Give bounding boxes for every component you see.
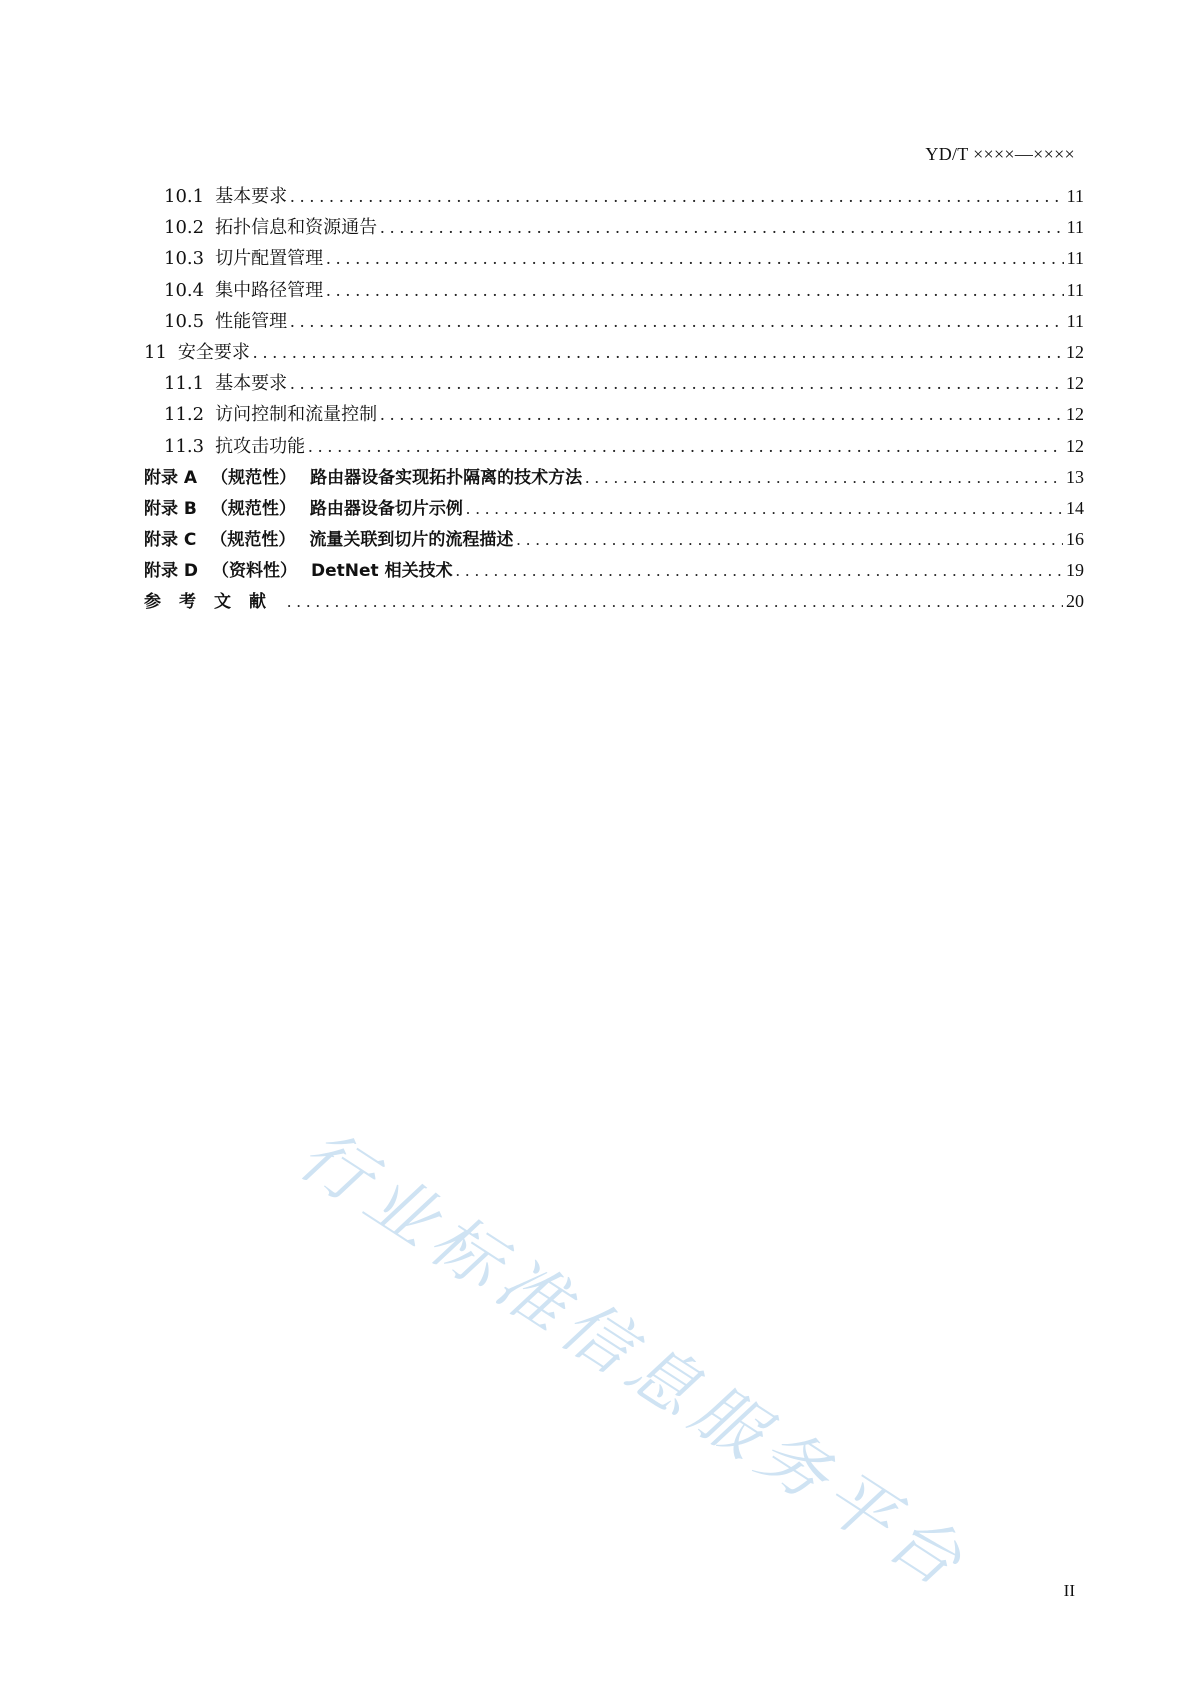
toc-leader xyxy=(287,592,1063,612)
toc-title: DetNet 相关技术 xyxy=(311,561,453,582)
toc-entry-appendix[interactable] xyxy=(144,556,1084,587)
toc-page: 12 xyxy=(1066,341,1084,362)
toc-leader xyxy=(308,436,1063,457)
toc-entry[interactable] xyxy=(144,432,1084,463)
toc-entry-appendix[interactable] xyxy=(144,463,1084,494)
toc-title: 基本要求 xyxy=(215,373,288,395)
toc-leader xyxy=(380,404,1063,425)
toc-page: 11 xyxy=(1066,248,1084,269)
toc-entry-appendix[interactable] xyxy=(144,494,1084,525)
toc-leader xyxy=(456,561,1063,581)
toc-title: 基本要求 xyxy=(215,186,288,207)
toc-entry[interactable] xyxy=(144,276,1084,307)
toc-number: 附录 B xyxy=(144,498,197,519)
toc-number: 10.4 xyxy=(164,279,205,301)
toc-entry[interactable] xyxy=(144,182,1084,213)
toc-category: （资料性） xyxy=(212,561,298,582)
toc-title: 路由器设备切片示例 xyxy=(309,498,463,519)
toc-title: 访问控制和流量控制 xyxy=(215,404,378,426)
toc-page: 11 xyxy=(1066,279,1084,300)
document-code: YD/T ××××—×××× xyxy=(925,144,1075,164)
toc-title: 安全要求 xyxy=(177,341,250,363)
toc-title: 性能管理 xyxy=(215,310,288,332)
toc-leader xyxy=(326,280,1064,301)
toc-category: （规范性） xyxy=(210,498,296,519)
table-of-contents xyxy=(144,182,1084,619)
toc-leader xyxy=(290,186,1064,207)
toc-number: 附录 D xyxy=(144,561,199,582)
toc-leader xyxy=(290,311,1064,332)
toc-number: 10.3 xyxy=(164,248,205,270)
toc-page: 13 xyxy=(1066,466,1084,487)
toc-title: 集中路径管理 xyxy=(215,279,324,301)
toc-entry[interactable] xyxy=(144,244,1084,275)
toc-title: 路由器设备实现拓扑隔离的技术方法 xyxy=(310,467,583,488)
toc-number: 10.1 xyxy=(164,186,205,207)
toc-title: 流量关联到切片的流程描述 xyxy=(309,530,514,551)
toc-leader xyxy=(585,468,1063,488)
toc-entry[interactable] xyxy=(144,307,1084,338)
toc-leader xyxy=(466,499,1063,519)
toc-entry[interactable] xyxy=(144,213,1084,244)
toc-leader xyxy=(326,248,1064,269)
toc-number: 附录 A xyxy=(144,467,198,488)
toc-leader xyxy=(516,530,1063,550)
toc-title: 切片配置管理 xyxy=(215,248,324,270)
toc-number: 11.3 xyxy=(164,435,205,457)
toc-entry-references[interactable] xyxy=(144,587,1084,618)
toc-title: 拓扑信息和资源通告 xyxy=(215,217,378,239)
toc-entry[interactable] xyxy=(144,338,1084,369)
toc-entry[interactable] xyxy=(144,369,1084,400)
toc-page: 16 xyxy=(1066,529,1084,550)
toc-number: 11 xyxy=(144,341,167,363)
toc-leader xyxy=(380,217,1064,238)
toc-number: 10.5 xyxy=(164,310,205,332)
toc-page: 12 xyxy=(1066,435,1084,456)
toc-entry[interactable] xyxy=(144,400,1084,431)
toc-title: 参考文献 xyxy=(144,592,284,613)
toc-leader xyxy=(253,342,1063,363)
toc-title: 抗攻击功能 xyxy=(215,435,306,457)
toc-page: 11 xyxy=(1066,310,1084,331)
page-number: II xyxy=(1063,1581,1075,1600)
toc-page: 19 xyxy=(1066,560,1084,581)
toc-category: （规范性） xyxy=(211,467,297,488)
toc-page: 14 xyxy=(1066,497,1084,518)
toc-page: 12 xyxy=(1066,373,1084,394)
toc-page: 20 xyxy=(1066,591,1084,612)
toc-number: 11.2 xyxy=(164,404,205,426)
toc-category: （规范性） xyxy=(210,530,296,551)
toc-number: 11.1 xyxy=(164,373,205,395)
toc-page: 11 xyxy=(1066,217,1084,238)
toc-number: 10.2 xyxy=(164,217,205,239)
toc-number: 附录 C xyxy=(144,530,197,551)
toc-entry-appendix[interactable] xyxy=(144,525,1084,556)
toc-leader xyxy=(290,373,1063,394)
watermark: 行业标准信息服务平台 xyxy=(285,1115,983,1607)
toc-page: 12 xyxy=(1066,404,1084,425)
toc-page: 11 xyxy=(1066,186,1084,206)
